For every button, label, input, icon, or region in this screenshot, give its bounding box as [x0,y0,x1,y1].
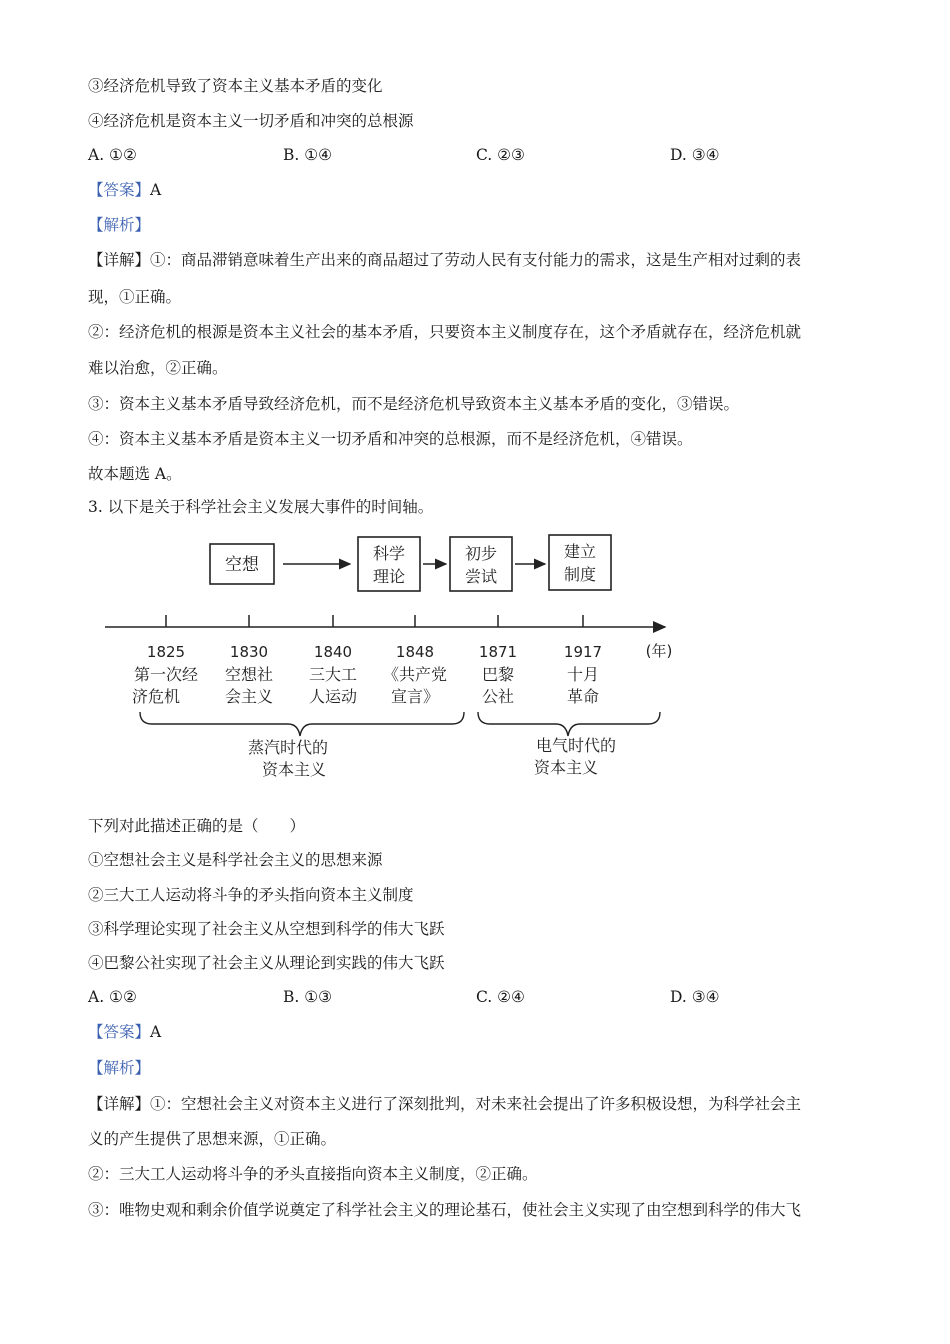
event-1830-l2: 会主义 [224,687,274,706]
q2-detail-1a-text: ①：商品滞销意味着生产出来的商品超过了劳动人民有支付能力的需求，这是生产相对过剩的表 [150,251,802,269]
q2-statement-3: ③经济危机导致了资本主义基本矛盾的变化 [88,77,383,95]
box-initial-attempt-l2: 尝试 [464,567,498,586]
q2-option-b: B. ①④ [283,146,333,164]
q2-answer: A [150,181,162,199]
tick-marks [166,615,583,627]
q2-detail-2a: ②：经济危机的根源是资本主义社会的基本矛盾，只要资本主义制度存在，这个矛盾就存在，经济危机就 [88,323,802,341]
era-steam-l1: 蒸汽时代的 [247,738,329,757]
year-1840: 1840 [313,643,353,661]
q3-statement-2: ②三大工人运动将斗争的矛头指向资本主义制度 [88,886,414,904]
q3-analysis-tag: 【解析】 [88,1059,151,1077]
year-unit: (年) [645,642,673,660]
q3-answer-tag: 【答案】 [88,1023,151,1041]
q3-answer-line [88,1022,161,1042]
q2-answer-line [88,180,161,200]
q2-statement-4: ④经济危机是资本主义一切矛盾和冲突的总根源 [88,112,414,130]
q3-prompt: 下列对此描述正确的是（ ） [88,817,306,835]
q3-statement-4: ④巴黎公社实现了社会主义从理论到实践的伟大飞跃 [88,954,445,972]
era-electric-l1: 电气时代的 [535,736,617,755]
year-1917: 1917 [563,643,603,661]
q2-option-c: C. ②③ [476,146,525,164]
q2-detail-2b: 难以治愈，②正确。 [88,359,228,377]
q2-answer-tag: 【答案】 [88,181,151,199]
q2-detail-4: ④：资本主义基本矛盾是资本主义一切矛盾和冲突的总根源，而不是经济危机，④错误。 [88,430,693,448]
event-1825-l1: 第一次经 [133,665,199,684]
brace-electric-era [478,712,660,736]
event-1825-l2: 济危机 [131,687,181,706]
q2-detail-1b: 现，①正确。 [88,288,182,306]
box-establish-system-l2: 制度 [563,565,597,584]
year-1848: 1848 [395,643,435,661]
event-1917-l1: 十月 [566,665,600,684]
q2-conclusion: 故本题选 A。 [88,465,182,483]
q3-detail-1a [88,1094,801,1114]
q2-detail-3: ③：资本主义基本矛盾导致经济危机，而不是经济危机导致资本主义基本矛盾的变化，③错误。 [88,395,740,413]
q3-detail-1a-text: ①：空想社会主义对资本主义进行了深刻批判，对未来社会提出了许多积极设想，为科学社会主 [150,1095,802,1113]
year-1830: 1830 [229,643,269,661]
q2-detail-tag: 【详解】 [88,251,151,269]
q3-option-c: C. ②④ [476,988,525,1006]
box-establish-system-l1: 建立 [563,542,597,561]
q3-detail-tag: 【详解】 [88,1095,151,1113]
event-1848-l2: 宣言》 [390,687,440,706]
q3-detail-1b: 义的产生提供了思想来源，①正确。 [88,1130,337,1148]
box-establish-system [549,535,611,590]
year-1825: 1825 [146,643,186,661]
event-1840-l1: 三大工 [308,665,358,684]
box-utopian-label: 空想 [225,555,259,575]
box-scientific-theory [358,537,420,591]
box-initial-attempt-l1: 初步 [464,544,498,563]
q2-detail-1a [88,250,801,270]
box-utopian [210,544,274,584]
q3-answer: A [150,1023,162,1041]
q2-option-d: D. ③④ [670,146,720,164]
box-scientific-theory-l2: 理论 [372,567,406,586]
era-steam-l2: 资本主义 [261,760,327,779]
era-electric-l2: 资本主义 [533,758,599,777]
q3-option-a: A. ①② [88,988,137,1006]
box-scientific-theory-l1: 科学 [372,544,406,563]
year-1871: 1871 [478,643,518,661]
q3-stem: 3. 以下是关于科学社会主义发展大事件的时间轴。 [88,498,434,516]
q2-option-a: A. ①② [88,146,137,164]
q3-option-b: B. ①③ [283,988,333,1006]
event-1871-l2: 公社 [481,687,515,706]
q3-statement-1: ①空想社会主义是科学社会主义的思想来源 [88,851,383,869]
q3-detail-3: ③：唯物史观和剩余价值学说奠定了科学社会主义的理论基石，使社会主义实现了由空想到科学的伟大飞 [88,1201,802,1219]
box-initial-attempt [450,537,512,591]
event-1830-l1: 空想社 [224,665,274,684]
event-1871-l1: 巴黎 [481,665,515,684]
q2-analysis-tag: 【解析】 [88,216,151,234]
timeline-figure [100,528,690,784]
q3-statement-3: ③科学理论实现了社会主义从空想到科学的伟大飞跃 [88,920,445,938]
event-1848-l1: 《共产党 [382,665,448,684]
q3-detail-2: ②：三大工人运动将斗争的矛头直接指向资本主义制度，②正确。 [88,1165,538,1183]
event-1840-l2: 人运动 [308,687,358,706]
brace-steam-era [140,712,464,736]
event-1917-l2: 革命 [566,687,600,706]
q3-option-d: D. ③④ [670,988,720,1006]
